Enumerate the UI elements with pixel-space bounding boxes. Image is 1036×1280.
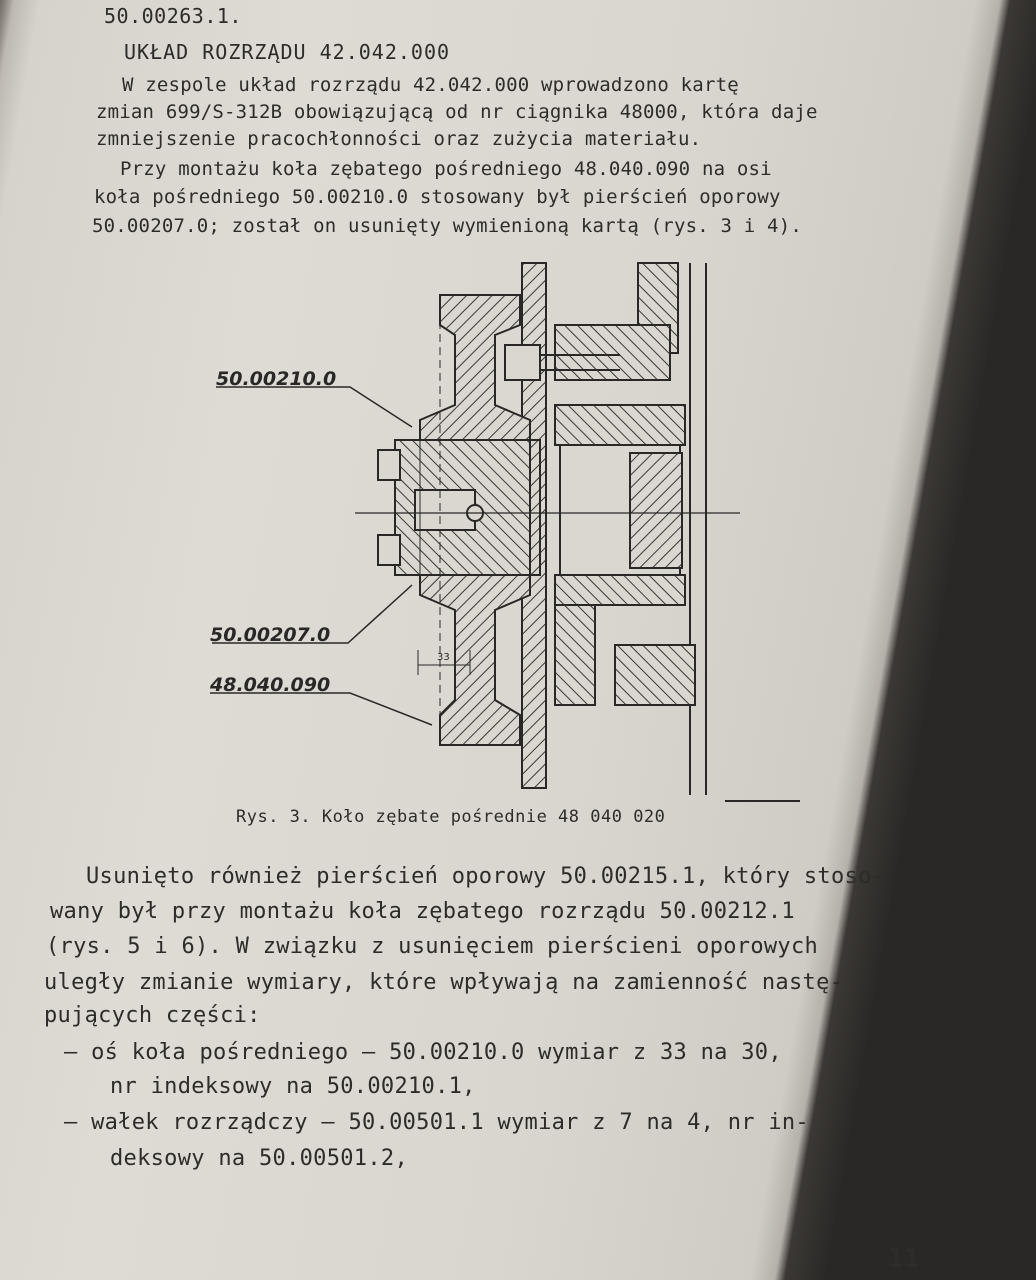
section-heading: UKŁAD ROZRZĄDU 42.042.000 [124,40,451,64]
figure-caption: Rys. 3. Koło zębate pośrednie 48 040 020 [236,807,666,827]
para1-line-4: Przy montażu koła zębatego pośredniego 48.040.090 na osi [120,158,772,180]
para2-line-2: wany był przy montażu koła zębatego rozrządu 50.00212.1 [50,899,795,924]
para1-line-1: W zespole układ rozrządu 42.042.000 wprowadzono kartę [122,74,739,96]
label-thrust-ring: 50.00207.0 [210,624,331,646]
para1-line-5: koła pośredniego 50.00210.0 stosowany był pierścień oporowy [94,186,781,208]
gear-assembly-drawing [150,255,810,815]
label-gear: 48.040.090 [210,674,331,696]
page-number: 11 [888,1244,920,1274]
list-item-1-line-1: — oś koła pośredniego — 50.00210.0 wymiar z 33 na 30, [64,1040,782,1065]
label-axle: 50.00210.0 [216,368,337,390]
list-item-2-line-2: deksowy na 50.00501.2, [110,1146,408,1171]
para2-line-5: pujących części: [44,1003,261,1028]
para2-line-1: Usunięto również pierścień oporowy 50.00215.1, który stoso- [86,864,886,889]
list-item-2-line-1: — wałek rozrządczy — 50.00501.1 wymiar z 7 na 4, nr in- [64,1110,809,1135]
list-item-1-line-2: nr indeksowy na 50.00210.1, [110,1074,476,1099]
para2-line-4: uległy zmianie wymiary, które wpływają na zamienność nastę- [44,970,844,995]
para1-line-2: zmian 699/S-312B obowiązującą od nr ciągnika 48000, która daje [96,101,818,123]
dimension-label: 33 [437,652,450,663]
page-header-ref: 50.00263.1. [104,4,242,28]
para1-line-3: zmniejszenie pracochłonności oraz zużycia materiału. [96,128,702,150]
para2-line-3: (rys. 5 i 6). W związku z usunięciem pierścieni oporowych [46,934,819,959]
para1-line-6: 50.00207.0; został on usunięty wymienioną kartą (rys. 3 i 4). [92,215,802,237]
